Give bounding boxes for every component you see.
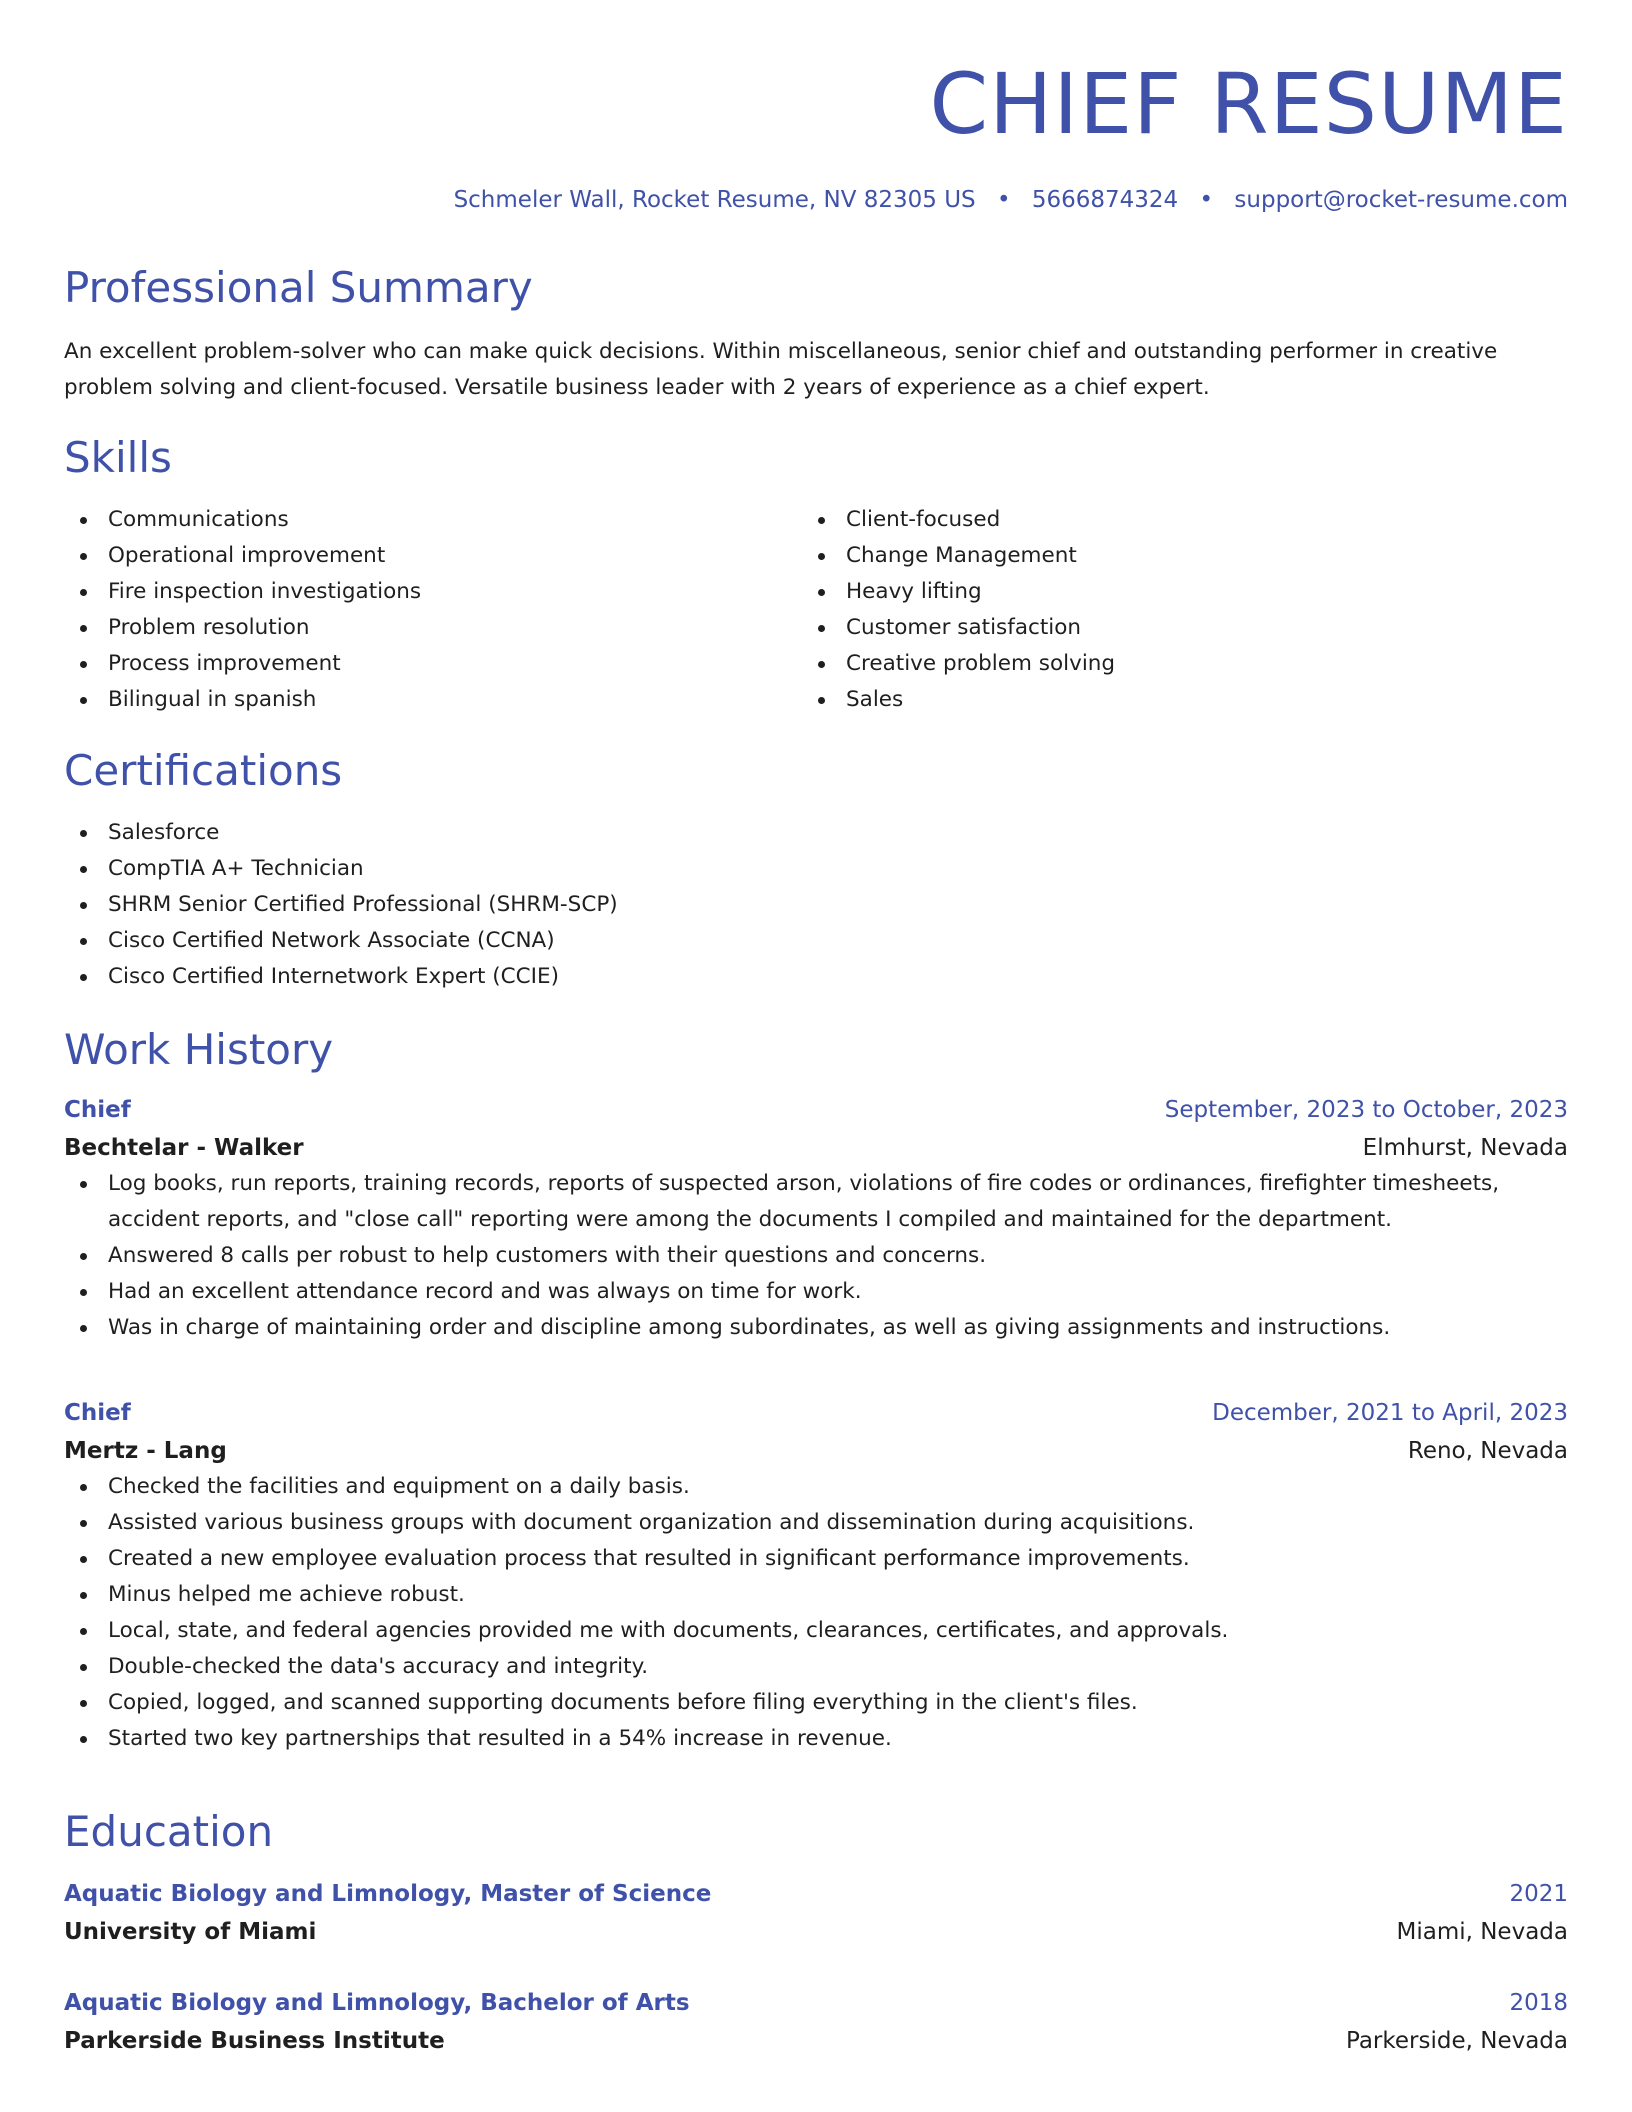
education-school: University of Miami (64, 1919, 317, 1945)
contact-separator: • (996, 187, 1011, 213)
skill-item: Client-focused (802, 502, 1540, 538)
job-location: Reno, Nevada (1407, 1438, 1568, 1464)
skills-section (64, 432, 1568, 718)
certification-item: Salesforce (64, 815, 1568, 851)
job-location: Elmhurst, Nevada (1362, 1135, 1568, 1161)
skills-grid (64, 502, 1568, 718)
skills-column-right (802, 502, 1540, 718)
certification-item: SHRM Senior Certified Professional (SHRM-SCP) (64, 887, 1568, 923)
education-entry (64, 1876, 1568, 1950)
skill-item: Fire inspection investigations (64, 574, 802, 610)
job-bullet: Created a new employee evaluation process that resulted in significant performance improvements. (64, 1541, 1568, 1577)
summary-title: Professional Summary (64, 263, 533, 312)
education-location: Miami, Nevada (1396, 1919, 1568, 1945)
education-location: Parkerside, Nevada (1346, 2028, 1568, 2054)
education-entry (64, 1985, 1568, 2059)
job-bullet: Copied, logged, and scanned supporting documents before filing everything in the client's files. (64, 1685, 1568, 1721)
job-company: Mertz - Lang (64, 1438, 227, 1464)
education-section (64, 1806, 1568, 1858)
contact-line (64, 184, 1568, 216)
resume-name: CHIEF RESUME (929, 55, 1568, 153)
contact-address: Schmeler Wall, Rocket Resume, NV 82305 US (453, 187, 976, 213)
job-bullet: Checked the facilities and equipment on a daily basis. (64, 1469, 1568, 1505)
job-bullet: Local, state, and federal agencies provided me with documents, clearances, certificates, and approvals. (64, 1613, 1568, 1649)
skill-item: Creative problem solving (802, 646, 1540, 682)
certification-item: Cisco Certified Internetwork Expert (CCIE) (64, 959, 1568, 995)
skill-item: Heavy lifting (802, 574, 1540, 610)
job-dates: September, 2023 to October, 2023 (1164, 1097, 1568, 1123)
education-school: Parkerside Business Institute (64, 2028, 445, 2054)
certifications-title: Certifications (64, 746, 343, 795)
education-degree: Aquatic Biology and Limnology, Master of Science (64, 1881, 712, 1907)
job-bullet: Started two key partnerships that resulted in a 54% increase in revenue. (64, 1721, 1568, 1757)
skill-item: Bilingual in spanish (64, 682, 802, 718)
certification-item: Cisco Certified Network Associate (CCNA) (64, 923, 1568, 959)
contact-phone[interactable]: 5666874324 (1031, 187, 1179, 213)
summary-section (64, 262, 1568, 406)
skill-item: Process improvement (64, 646, 802, 682)
job-company: Bechtelar - Walker (64, 1135, 304, 1161)
contact-separator: • (1199, 187, 1214, 213)
education-degree: Aquatic Biology and Limnology, Bachelor of Arts (64, 1990, 690, 2016)
education-title: Education (64, 1807, 274, 1856)
skill-item: Change Management (802, 538, 1540, 574)
skills-column-left (64, 502, 802, 718)
work-history-section (64, 1024, 1568, 1076)
job-role: Chief (64, 1400, 131, 1426)
job-entry (64, 1092, 1568, 1346)
job-bullet: Minus helped me achieve robust. (64, 1577, 1568, 1613)
skill-item: Sales (802, 682, 1540, 718)
job-bullet: Was in charge of maintaining order and discipline among subordinates, as well as giving assignments and instructions. (64, 1310, 1568, 1346)
job-bullet: Assisted various business groups with document organization and dissemination during acquisitions. (64, 1505, 1568, 1541)
job-dates: December, 2021 to April, 2023 (1212, 1400, 1568, 1426)
education-year: 2018 (1509, 1990, 1568, 2016)
certification-item: CompTIA A+ Technician (64, 851, 1568, 887)
job-bullet: Log books, run reports, training records, reports of suspected arson, violations of fire codes or ordinances, firefighter timesheets, accident reports, and "close call" reporting were among the documents I compiled and maintained for the department. (64, 1166, 1568, 1238)
job-bullet: Answered 8 calls per robust to help customers with their questions and concerns. (64, 1238, 1568, 1274)
summary-text: An excellent problem-solver who can make quick decisions. Within miscellaneous, senior chief and outstanding performer in creative problem solving and client-focused. Versatile business leader with 2 years of experience as a chief expert. (64, 339, 1498, 400)
work-history-title: Work History (64, 1025, 334, 1074)
skill-item: Communications (64, 502, 802, 538)
skill-item: Operational improvement (64, 538, 802, 574)
job-role: Chief (64, 1097, 131, 1123)
skill-item: Customer satisfaction (802, 610, 1540, 646)
skill-item: Problem resolution (64, 610, 802, 646)
job-bullet: Had an excellent attendance record and was always on time for work. (64, 1274, 1568, 1310)
skills-title: Skills (64, 433, 172, 482)
contact-email[interactable]: support@rocket-resume.com (1234, 187, 1568, 213)
education-year: 2021 (1509, 1881, 1568, 1907)
job-entry (64, 1395, 1568, 1757)
job-bullet: Double-checked the data's accuracy and integrity. (64, 1649, 1568, 1685)
certifications-section (64, 745, 1568, 995)
